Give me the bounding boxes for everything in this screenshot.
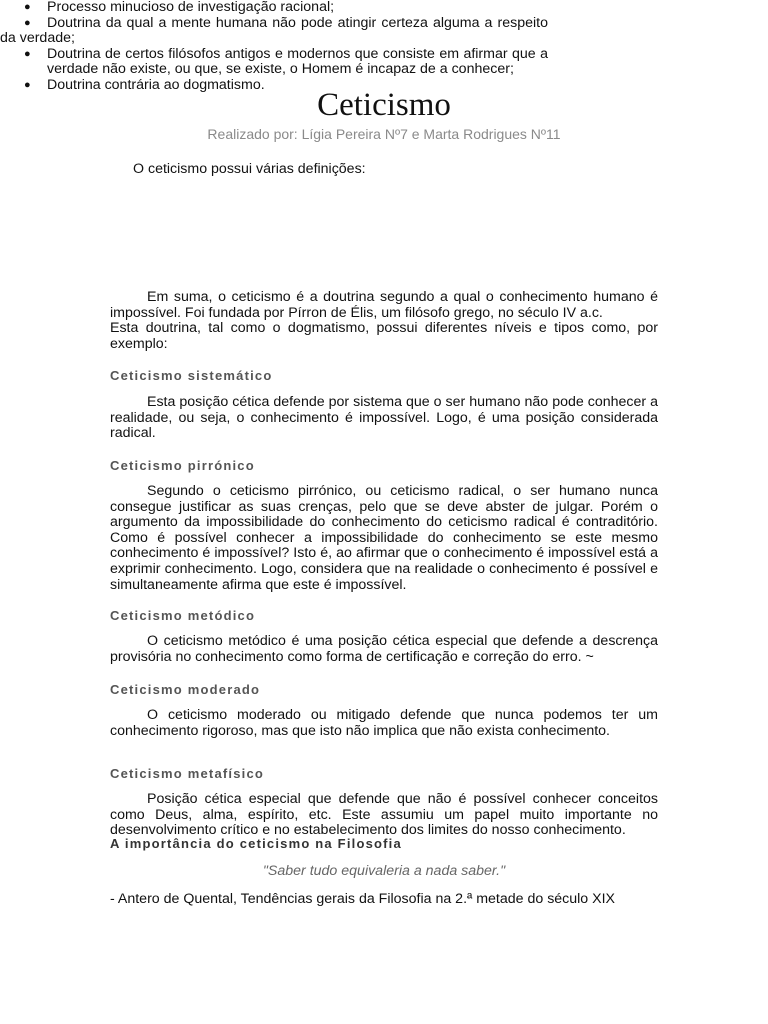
section-heading-metodico: Ceticismo metódico — [110, 608, 256, 623]
section-text-metafisico: Posição cética especial que defende que não é possível conhecer conceitos como Deus, alma, espírito, etc. Este assumiu um papel muito importante no desenvolvimento crítico e no estabelecimento dos limites do nosso conhecimento. — [110, 791, 658, 839]
definitions-list — [0, 0, 548, 94]
bullet-icon: ● — [24, 16, 31, 29]
list-item — [0, 0, 548, 16]
section-text-pirronico: Segundo o ceticismo pirrónico, ou ceticismo radical, o ser humano nunca consegue justificar as suas crenças, pelo que se deve abster de julgar. Porém o argumento da impossibilidade do conhecimento do ceticismo radical é contraditório. Como é possível conhecer a impossibilidade do conhecimento se este mesmo conhecimento é impossível? Isto é, ao afirmar que o conhecimento é impossível está a exprimir conhecimento. Logo, considera que na realidade o conhecimento é possível e simultaneamente afirma que este é impossível. — [110, 483, 658, 593]
list-item — [0, 47, 548, 78]
document-title: Ceticismo — [317, 87, 451, 123]
bullet-icon: ● — [24, 47, 31, 60]
section-text-moderado: O ceticismo moderado ou mitigado defende que nunca podemos ter um conhecimento rigoroso, mas que isto não implica que não exista conhecimento. — [110, 707, 658, 739]
section-heading-sistematico: Ceticismo sistemático — [110, 368, 273, 383]
list-item-text: Doutrina de certos filósofos antigos e modernos que consiste em afirmar que a verdade não existe, ou que, se existe, o Homem é incapaz de a conhecer; — [47, 45, 548, 78]
summary-paragraph: Em suma, o ceticismo é a doutrina segundo a qual o conhecimento humano é impossível. Foi fundada por Pírron de Élis, um filósofo grego, no século IV a.c. — [110, 289, 658, 321]
list-item-text: Doutrina contrária ao dogmatismo. — [47, 76, 265, 93]
quote-text: "Saber tudo equivaleria a nada saber." — [262, 863, 506, 879]
importance-heading: A importância do ceticismo na Filosofia — [110, 836, 402, 851]
section-heading-moderado: Ceticismo moderado — [110, 682, 261, 697]
list-item-text: Processo minucioso de investigação racional; — [47, 0, 335, 15]
list-item — [0, 16, 548, 47]
summary-paragraph-2: Esta doutrina, tal como o dogmatismo, possui diferentes níveis e tipos como, por exemplo: — [110, 320, 658, 352]
list-item — [0, 78, 548, 94]
list-item-text: Doutrina da qual a mente humana não pode atingir certeza alguma a respeito da verdade; — [0, 14, 548, 47]
document-subtitle: Realizado por: Lígia Pereira Nº7 e Marta Rodrigues Nº11 — [207, 126, 561, 142]
bullet-icon: ● — [24, 78, 31, 91]
section-text-sistematico: Esta posição cética defende por sistema que o ser humano não pode conhecer a realidade, ou seja, o conhecimento é impossível. Logo, é uma posição considerada radical. — [110, 394, 658, 442]
section-heading-metafisico: Ceticismo metafísico — [110, 766, 265, 781]
quote-citation: - Antero de Quental, Tendências gerais da Filosofia na 2.ª metade do século XIX — [110, 891, 616, 907]
bullet-icon: ● — [24, 1, 31, 13]
section-text-metodico: O ceticismo metódico é uma posição cética especial que defende a descrença provisória no conhecimento como forma de certificação e correção do erro. ~ — [110, 633, 658, 665]
section-heading-pirronico: Ceticismo pirrónico — [110, 458, 255, 473]
intro-text: O ceticismo possui várias definições: — [133, 161, 366, 177]
